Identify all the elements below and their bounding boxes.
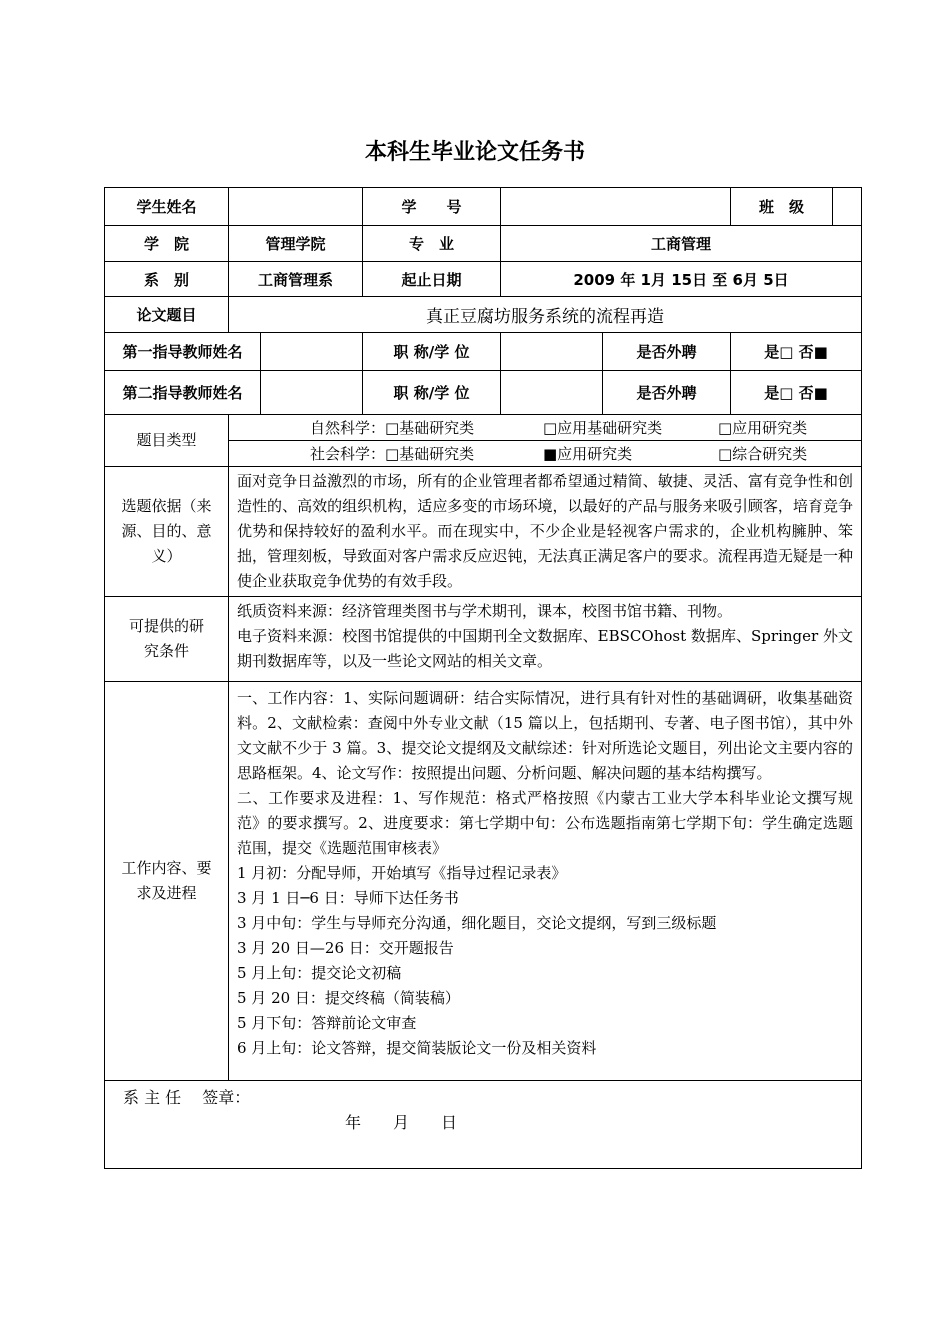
row-thesis-title: [105, 297, 862, 333]
signature-date: 年 月 日: [345, 1113, 458, 1132]
conditions-line: 纸质资料来源：经济管理类图书与学术期刊，课本，校图书馆书籍、刊物。: [237, 602, 733, 620]
natural-option-applied-basic[interactable]: □应用基础研究类: [517, 416, 690, 441]
basis-label: 选题依据（来源、目的、意义）: [105, 467, 229, 597]
social-option-comprehensive[interactable]: □综合研究类: [718, 444, 808, 463]
basis-text: 面对竞争日益激烈的市场，所有的企业管理者都希望通过精简、敏捷、灵活、富有竞争性和创造性的、高效的组织机构，适应多变的市场环境，以最好的产品与服务来吸引顾客，培育竞争优势和保持较好的盈利水平。而在现实中，不少企业是轻视客户需求的，企业机构臃肿、笨拙，管理刻板，导致面对客户需求反应迟钝，无法真正满足客户的要求。流程再造无疑是一种使企业获取竞争优势的有效手段。: [229, 467, 862, 597]
work-line: 二、工作要求及进程：1、写作规范：格式严格按照《内蒙古工业大学本科毕业论文撰写规范》的要求撰写。2、进度要求：第七学期中旬：公布选题指南第七学期下旬：学生确定选题范围，提交《选题范围审核表》: [237, 789, 853, 857]
class-cell: [731, 188, 862, 226]
topic-type-options: [229, 415, 862, 467]
social-option-basic[interactable]: □基础研究类: [385, 444, 475, 463]
topic-type-label: 题目类型: [105, 415, 229, 467]
work-line: 3 月中旬：学生与导师充分沟通，细化题目，交论文提纲，写到三级标题: [237, 914, 717, 932]
advisor2-external-value[interactable]: 是□ 否■: [731, 371, 862, 415]
dates-value: 2009 年 1月 15日 至 6月 5日: [501, 262, 862, 297]
dates-label: 起止日期: [363, 262, 501, 297]
advisor2-rank-label: 职 称/学 位: [363, 371, 501, 415]
advisor1-rank-field[interactable]: [501, 333, 603, 371]
advisor1-external-value[interactable]: 是□ 否■: [731, 333, 862, 371]
task-form-table: [104, 187, 862, 1169]
work-line: 5 月下旬：答辩前论文审查: [237, 1014, 417, 1032]
row-college: [105, 226, 862, 262]
page-title: 本科生毕业论文任务书: [364, 140, 585, 165]
advisor2-label: 第二指导教师姓名: [105, 371, 261, 415]
work-text: [229, 682, 862, 1081]
college-label: 学 院: [105, 226, 229, 262]
student-id-field[interactable]: [501, 188, 731, 226]
work-line: 3 月 20 日—26 日：交开题报告: [237, 939, 454, 957]
social-option-applied[interactable]: ■应用研究类: [543, 444, 633, 463]
conditions-line: 电子资料来源：校图书馆提供的中国期刊全文数据库、EBSCOhost 数据库、Springer 外文期刊数据库等，以及一些论文网站的相关文章。: [237, 627, 853, 670]
student-name-label: 学生姓名: [105, 188, 229, 226]
conditions-text: [229, 597, 862, 682]
work-line: 1 月初：分配导师，开始填写《指导过程记录表》: [237, 864, 567, 882]
row-signature: [105, 1081, 862, 1169]
dept-head-signature-label: 系 主 任 签章：: [123, 1088, 251, 1107]
social-science-label: 社会科学：: [309, 444, 385, 463]
signature-cell: [105, 1081, 862, 1169]
thesis-title-value: 真正豆腐坊服务系统的流程再造: [229, 297, 862, 333]
work-line: 3 月 1 日─6 日：导师下达任务书: [237, 889, 459, 907]
class-field[interactable]: [833, 188, 862, 225]
advisor1-rank-label: 职 称/学 位: [363, 333, 501, 371]
advisor2-name-field[interactable]: [261, 371, 363, 415]
work-line: 6 月上旬：论文答辩，提交简装版论文一份及相关资料: [237, 1039, 597, 1057]
advisor2-external-label: 是否外聘: [603, 371, 731, 415]
row-work: [105, 682, 862, 1081]
college-value: 管理学院: [229, 226, 363, 262]
natural-option-applied[interactable]: □应用研究类: [690, 416, 861, 441]
conditions-label: 可提供的研究条件: [105, 597, 229, 682]
work-line: 5 月 20 日：提交终稿（简装稿）: [237, 989, 460, 1007]
major-label: 专 业: [363, 226, 501, 262]
work-line: 一、工作内容：1、实际问题调研：结合实际情况，进行具有针对性的基础调研，收集基础资料。2、文献检索：查阅中外专业文献（15 篇以上，包括期刊、专著、电子图书馆），其中外文文献不少于 3 篇。3、提交论文提纲及文献综述：针对所选论文题目，列出论文主要内容的思路框架。4、论文写作：按照提出问题、分析问题、解决问题的基本结构撰写。: [237, 689, 853, 782]
work-line: 5 月上旬：提交论文初稿: [237, 964, 402, 982]
class-label: 班 级: [731, 188, 833, 225]
advisor1-name-field[interactable]: [261, 333, 363, 371]
thesis-title-label: 论文题目: [105, 297, 229, 333]
advisor2-rank-field[interactable]: [501, 371, 603, 415]
natural-option-basic[interactable]: □基础研究类: [385, 416, 517, 441]
student-id-label: 学 号: [363, 188, 501, 226]
advisor1-external-label: 是否外聘: [603, 333, 731, 371]
row-topic-type: [105, 415, 862, 467]
department-label: 系 别: [105, 262, 229, 297]
row-department: [105, 262, 862, 297]
row-advisor2: [105, 371, 862, 415]
advisor1-label: 第一指导教师姓名: [105, 333, 261, 371]
department-value: 工商管理系: [229, 262, 363, 297]
natural-science-label: 自然科学：: [229, 416, 385, 441]
row-basis: [105, 467, 862, 597]
row-conditions: [105, 597, 862, 682]
major-value: 工商管理: [501, 226, 862, 262]
row-advisor1: [105, 333, 862, 371]
row-student: [105, 188, 862, 226]
student-name-field[interactable]: [229, 188, 363, 226]
work-label: 工作内容、要求及进程: [105, 682, 229, 1081]
